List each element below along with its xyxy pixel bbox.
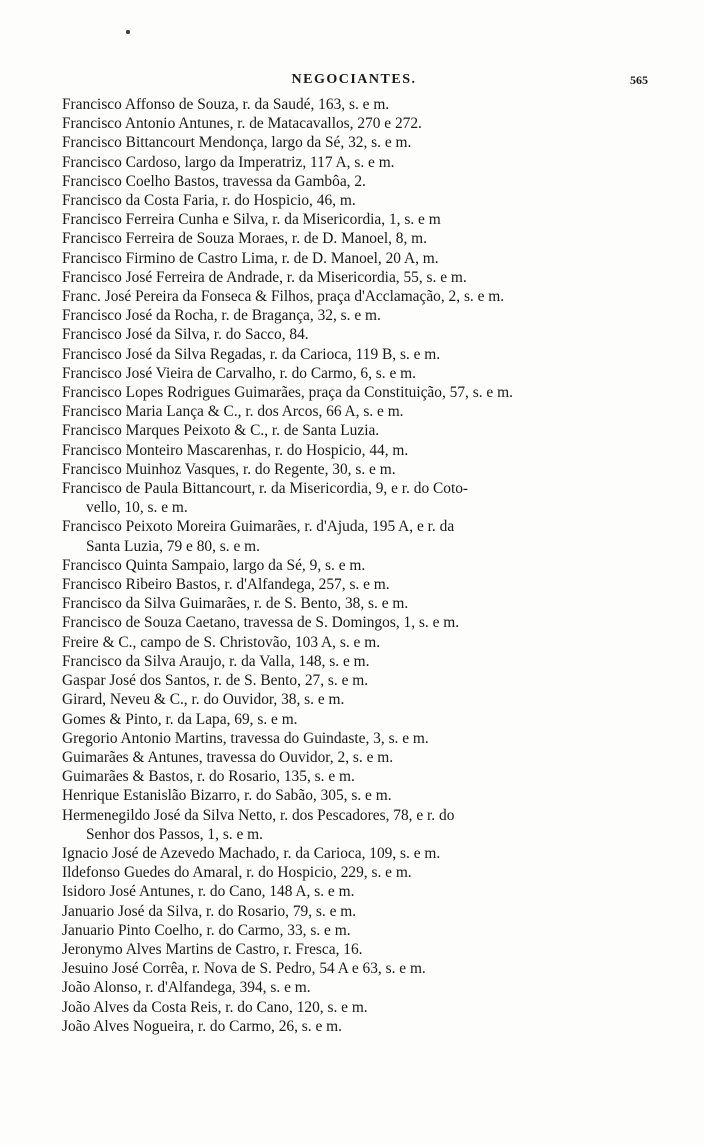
merchant-entry [62,287,650,306]
entry-line: Francisco Marques Peixoto & C., r. de Santa Luzia. [62,422,380,440]
entry-line: Freire & C., campo de S. Christovão, 103 A, s. e m. [62,633,381,651]
merchant-entry [62,517,650,555]
merchant-entry [62,633,650,652]
entry-line: Francisco Firmino de Castro Lima, r. de D. Manoel, 20 A, m. [62,249,439,267]
merchant-entry [62,921,650,940]
merchant-entry [62,479,650,517]
merchant-entry [62,191,650,210]
merchant-entry [62,806,650,844]
merchant-entry [62,268,650,287]
merchant-entry [62,902,650,921]
entry-line: Girard, Neveu & C., r. do Ouvidor, 38, s. e m. [62,691,345,709]
merchant-entry [62,364,650,383]
entry-line: Francisco Muinhoz Vasques, r. do Regente, 30, s. e m. [62,460,396,478]
entry-line: Gaspar José dos Santos, r. de S. Bento, 27, s. e m. [62,672,369,690]
merchant-entry [62,460,650,479]
entry-line: João Alves da Costa Reis, r. do Cano, 120, s. e m. [62,998,368,1016]
entry-line: Francisco Ferreira de Souza Moraes, r. de D. Manoel, 8, m. [62,230,427,248]
merchant-entry [62,306,650,325]
merchant-entry [62,786,650,805]
entry-line: Isidoro José Antunes, r. do Cano, 148 A, s. e m. [62,883,355,901]
entry-line: Francisco de Souza Caetano, travessa de S. Domingos, 1, s. e m. [62,614,460,632]
merchant-entry [62,844,650,863]
entry-line: Francisco José da Rocha, r. de Bragança, 32, s. e m. [62,307,381,325]
merchant-entry [62,690,650,709]
entry-line: Francisco da Silva Araujo, r. da Valla, 148, s. e m. [62,652,370,670]
merchant-entry [62,613,650,632]
merchant-entry [62,345,650,364]
merchant-entry [62,652,650,671]
merchant-entry [62,710,650,729]
entry-line: Ignacio José de Azevedo Machado, r. da Carioca, 109, s. e m. [62,844,441,862]
entry-line: Gomes & Pinto, r. da Lapa, 69, s. e m. [62,710,298,728]
merchant-entry [62,95,650,114]
entry-line: Francisco Quinta Sampaio, largo da Sé, 9, s. e m. [62,556,366,574]
entry-line: Francisco José Vieira de Carvalho, r. do Carmo, 6, s. e m. [62,364,416,382]
entry-line: Jesuino José Corrêa, r. Nova de S. Pedro, 54 A e 63, s. e m. [62,960,426,978]
merchant-entry [62,210,650,229]
merchant-list [62,95,650,1036]
merchant-entry [62,671,650,690]
merchant-entry [62,441,650,460]
merchant-entry [62,133,650,152]
merchant-entry [62,325,650,344]
merchant-entry [62,402,650,421]
merchant-entry [62,748,650,767]
entry-line: Henrique Estanislão Bizarro, r. do Sabão, 305, s. e m. [62,787,392,805]
entry-continuation-line: Santa Luzia, 79 e 80, s. e m. [86,537,260,555]
entry-line: Francisco de Paula Bittancourt, r. da Misericordia, 9, e r. do Coto- [62,480,469,498]
merchant-entry [62,940,650,959]
ink-speck [126,30,130,34]
entry-line: Francisco Peixoto Moreira Guimarães, r. d'Ajuda, 195 A, e r. da [62,518,455,536]
merchant-entry [62,978,650,997]
running-title: NEGOCIANTES. [291,72,417,87]
merchant-entry [62,863,650,882]
entry-line: Francisco da Silva Guimarães, r. de S. Bento, 38, s. e m. [62,595,409,613]
entry-line: Francisco Antonio Antunes, r. de Matacavallos, 270 e 272. [62,115,422,133]
merchant-entry [62,421,650,440]
page-number: 565 [630,73,648,87]
entry-line: Januario Pinto Coelho, r. do Carmo, 33, s. e m. [62,921,351,939]
entry-line: Guimarães & Antunes, travessa do Ouvidor, 2, s. e m. [62,748,394,766]
entry-line: Jeronymo Alves Martins de Castro, r. Fresca, 16. [62,940,363,958]
entry-line: Francisco José da Silva, r. do Sacco, 84. [62,326,309,344]
entry-line: Francisco Maria Lança & C., r. dos Arcos, 66 A, s. e m. [62,403,404,421]
entry-line: Francisco José da Silva Regadas, r. da Carioca, 119 B, s. e m. [62,345,441,363]
merchant-entry [62,249,650,268]
entry-line: Francisco da Costa Faria, r. do Hospicio, 46, m. [62,192,356,210]
merchant-entry [62,1017,650,1036]
merchant-entry [62,575,650,594]
entry-continuation-line: vello, 10, s. e m. [86,499,188,517]
entry-line: Francisco Ribeiro Bastos, r. d'Alfandega, 257, s. e m. [62,576,390,594]
entry-line: Ildefonso Guedes do Amaral, r. do Hospicio, 229, s. e m. [62,864,412,882]
entry-line: Hermenegildo José da Silva Netto, r. dos Pescadores, 78, e r. do [62,806,455,824]
entry-line: Guimarães & Bastos, r. do Rosario, 135, s. e m. [62,768,355,786]
merchant-entry [62,959,650,978]
entry-line: Francisco Cardoso, largo da Imperatriz, 117 A, s. e m. [62,153,395,171]
merchant-entry [62,998,650,1017]
merchant-entry [62,172,650,191]
merchant-entry [62,729,650,748]
entry-line: Francisco Monteiro Mascarenhas, r. do Hospicio, 44, m. [62,441,409,459]
merchant-entry [62,229,650,248]
merchant-entry [62,767,650,786]
entry-line: Francisco José Ferreira de Andrade, r. da Misericordia, 55, s. e m. [62,268,467,286]
merchant-entry [62,153,650,172]
entry-line: Francisco Coelho Bastos, travessa da Gambôa, 2. [62,172,366,190]
entry-line: Francisco Affonso de Souza, r. da Saudé, 163, s. e m. [62,96,390,113]
merchant-entry [62,594,650,613]
entry-line: Francisco Bittancourt Mendonça, largo da Sé, 32, s. e m. [62,134,412,152]
entry-line: João Alonso, r. d'Alfandega, 394, s. e m. [62,979,311,997]
entry-line: Gregorio Antonio Martins, travessa do Guindaste, 3, s. e m. [62,729,429,747]
entry-line: João Alves Nogueira, r. do Carmo, 26, s. e m. [62,1017,342,1035]
entry-line: Francisco Ferreira Cunha e Silva, r. da Misericordia, 1, s. e m [62,211,441,229]
entry-line: Januario José da Silva, r. do Rosario, 79, s. e m. [62,902,357,920]
merchant-entry [62,882,650,901]
entry-line: Franc. José Pereira da Fonseca & Filhos, praça d'Acclamação, 2, s. e m. [62,288,505,306]
merchant-entry [62,556,650,575]
entry-line: Francisco Lopes Rodrigues Guimarães, praça da Constituição, 57, s. e m. [62,384,513,402]
entry-continuation-line: Senhor dos Passos, 1, s. e m. [86,825,263,843]
page-header [60,72,648,92]
merchant-entry [62,114,650,133]
merchant-entry [62,383,650,402]
